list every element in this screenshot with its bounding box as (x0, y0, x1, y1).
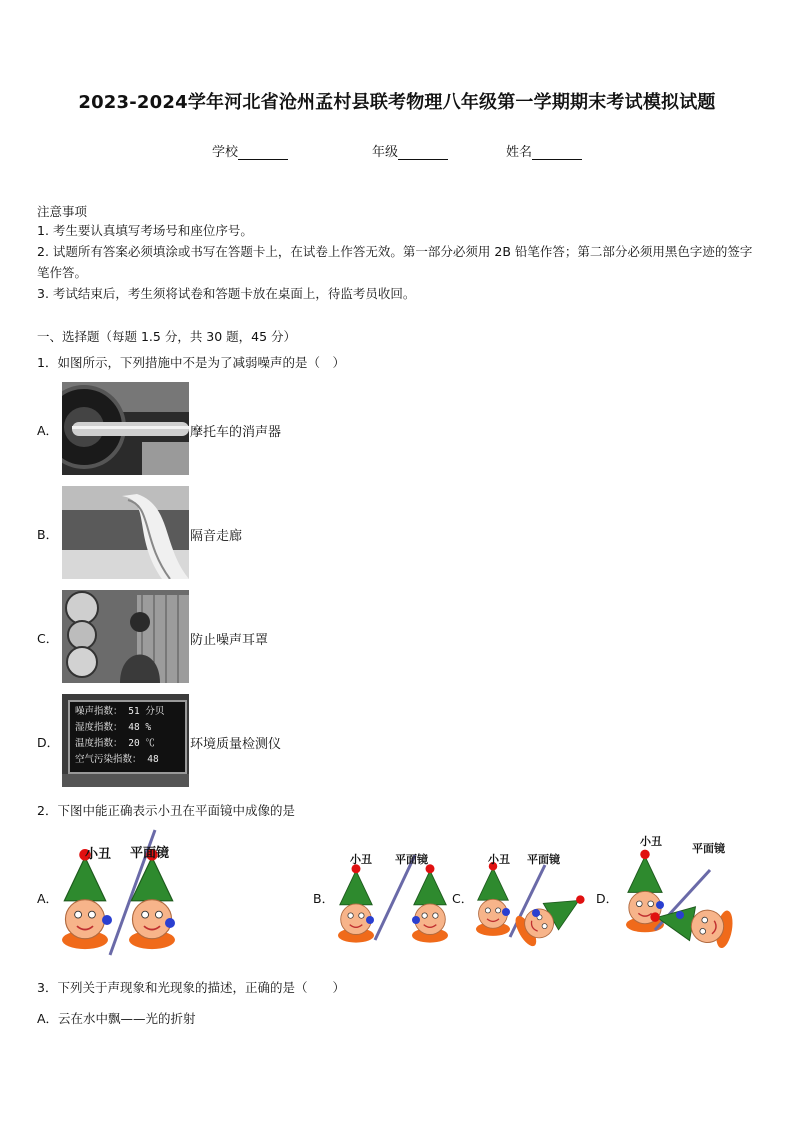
q1-option-b-letter: B． (37, 527, 59, 542)
sound-barrier-corridor-photo (62, 486, 189, 579)
question-1: 1．如图所示，下列措施中不是为了减弱噪声的是（ ） (37, 355, 345, 370)
q1-option-c-letter: C． (37, 631, 59, 646)
motorcycle-muffler-photo (62, 382, 189, 475)
name-blank (532, 147, 582, 160)
q1-option-d-letter: D． (37, 735, 60, 750)
monitor-noise: 噪声指数： 51 分贝 (75, 706, 165, 717)
question-2: 2．下图中能正确表示小丑在平面镜中成像的是 (37, 803, 295, 818)
q2-b-mirror-label: 平面镜 (395, 853, 428, 866)
q2-c-mirror-label: 平面镜 (527, 853, 560, 866)
earmuff-worker-photo (62, 590, 189, 683)
q1-option-d-text: 环境质量检测仪 (190, 737, 282, 752)
q1-option-a-text: 摩托车的消声器 (190, 425, 282, 440)
q2-d-clown-label: 小丑 (640, 835, 662, 848)
q2-option-d-letter: D． (596, 891, 619, 906)
q2-clown-figures (0, 825, 794, 960)
q2-a-mirror-label: 平面镜 (130, 846, 170, 861)
monitor-pollution: 空气污染指数： 48 (75, 754, 159, 765)
name-field: 姓名 (506, 141, 582, 160)
monitor-temperature: 温度指数： 20 ℃ (75, 738, 155, 749)
grade-field: 年级 (372, 141, 448, 160)
q2-option-c-figure (476, 862, 593, 949)
note-3: 3. 考试结束后，考生须将试卷和答题卡放在桌面上，待监考员收回。 (37, 286, 416, 301)
notes-heading: 注意事项 (37, 204, 88, 219)
school-field: 学校 (212, 141, 288, 160)
q2-c-clown-label: 小丑 (488, 853, 510, 866)
school-blank (238, 147, 288, 160)
q3-option-a: A．云在水中飘——光的折射 (37, 1011, 196, 1026)
note-1: 1. 考生要认真填写考场号和座位序号。 (37, 223, 253, 238)
q1-option-b-text: 隔音走廊 (190, 529, 243, 544)
q2-option-d-figure (626, 850, 735, 950)
q2-option-b-figure (338, 855, 448, 943)
q1-option-a-letter: A． (37, 423, 59, 438)
question-3: 3．下列关于声现象和光现象的描述，正确的是（ ） (37, 980, 345, 995)
q1-option-c-text: 防止噪声耳罩 (190, 633, 269, 648)
q2-a-clown-label: 小丑 (85, 847, 112, 862)
q2-option-c-letter: C． (452, 891, 474, 906)
q2-option-b-letter: B． (313, 891, 335, 906)
page-title: 2023-2024学年河北省沧州孟村县联考物理八年级第一学期期末考试模拟试题 (78, 92, 716, 113)
note-2: 2. 试题所有答案必须填涂或书写在答题卡上，在试卷上作答无效。第一部分必须用 2B 铅笔作答；第二部分必须用黑色字迹的签字笔作答。 (37, 244, 753, 280)
section-heading: 一、选择题（每题 1.5 分，共 30 题，45 分） (37, 329, 297, 344)
q2-d-mirror-label: 平面镜 (692, 842, 725, 855)
q2-option-a-letter: A． (37, 891, 59, 906)
q2-b-clown-label: 小丑 (350, 853, 372, 866)
monitor-humidity: 湿度指数： 48 % (75, 722, 152, 733)
environment-monitor-photo (62, 694, 189, 787)
grade-blank (398, 147, 448, 160)
